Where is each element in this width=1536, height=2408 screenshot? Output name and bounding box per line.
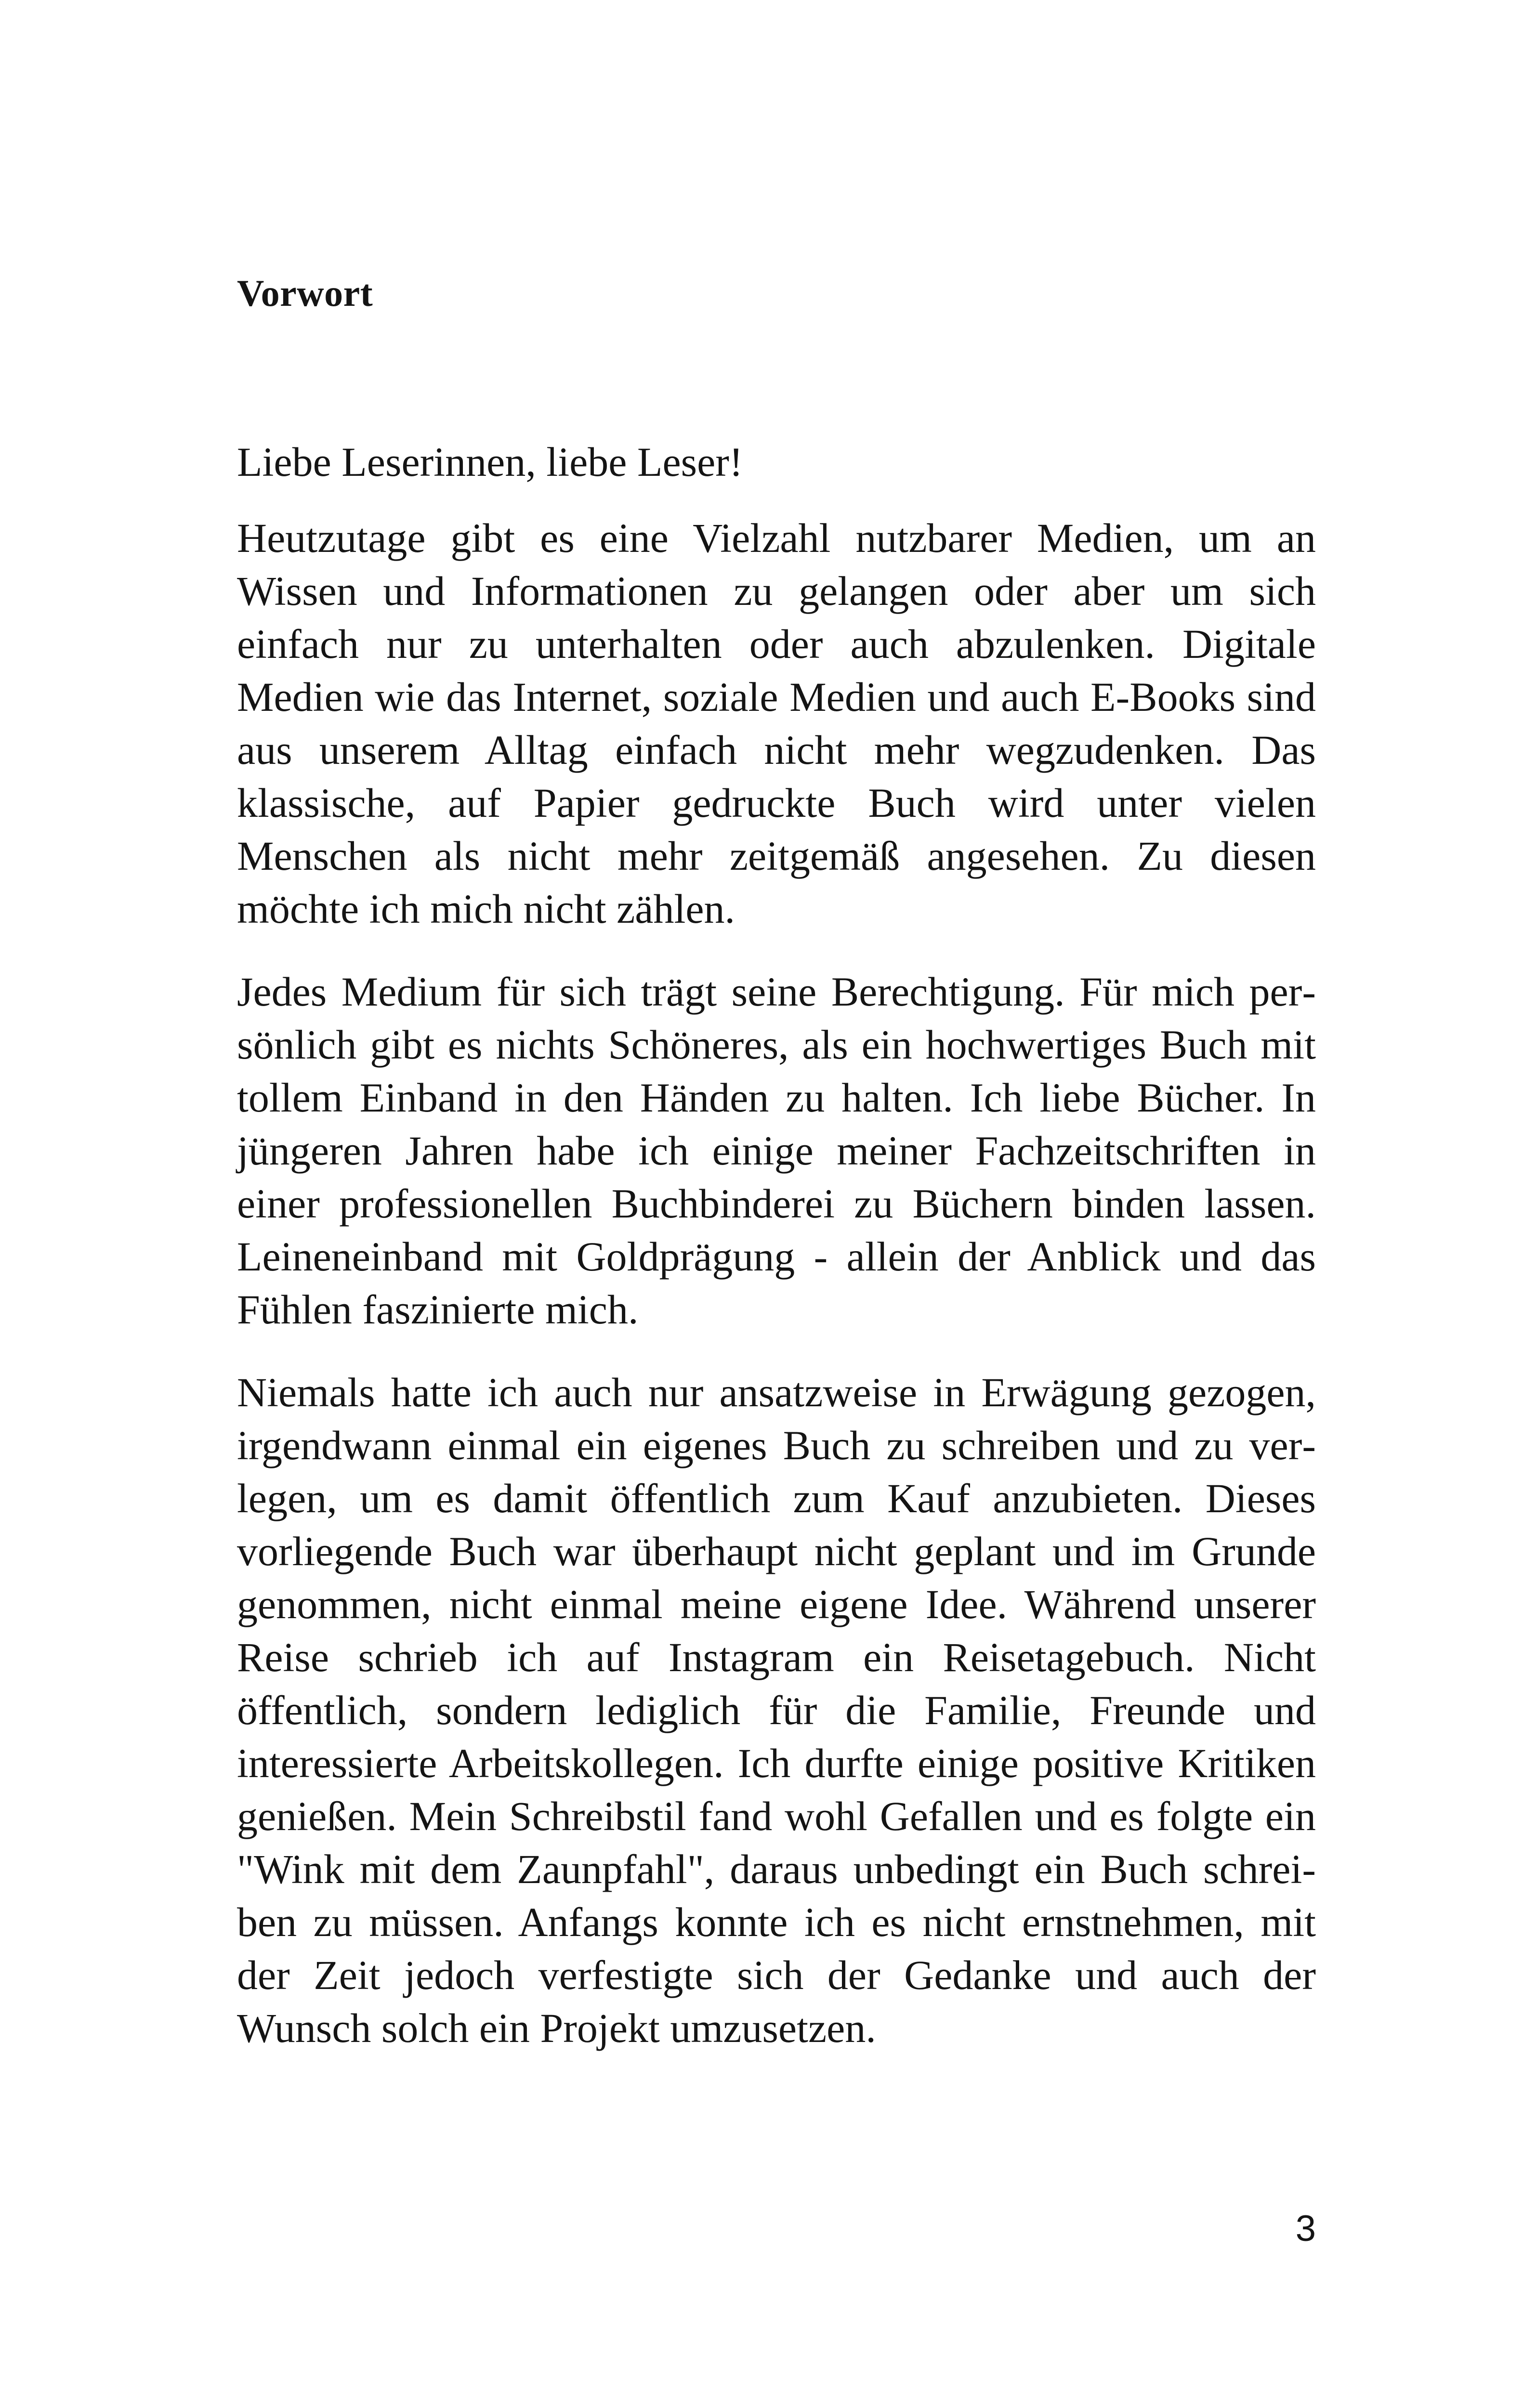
page-number: 3 bbox=[1295, 2208, 1316, 2249]
paragraph-2: Jedes Medium für sich trägt seine Berechtigung. Für mich persönlich gibt es nichts Schöneres, als ein hochwertiges Buch mit tollem Einband in den Händen zu halten. Ich liebe Bücher. In jüngeren Jahren habe ich einige meiner Fachzeitschriften in einer professionellen Buchbinderei zu Büchern binden lassen. Leineneinband mit Goldprägung - allein der Anblick und das Fühlen faszinierte mich. bbox=[237, 968, 1316, 1333]
greeting-line: Liebe Leserinnen, liebe Leser! bbox=[237, 439, 743, 485]
paragraph-3: Niemals hatte ich auch nur ansatzweise in Erwägung gezogen, irgendwann einmal ein eigenes Buch zu schreiben und zu verlegen, um es damit öffentlich zum Kauf anzubieten. Dieses vorliegende Buch war überhaupt nicht geplant und im Grunde genommen, nicht einmal meine eigene Idee. Während unserer Reise schrieb ich auf Instagram ein Reisetagebuch. Nicht öffentlich, sondern lediglich für die Familie, Freunde und interessierte Arbeitskollegen. Ich durfte einige positive Kritiken genießen. Mein Schreibstil fand wohl Gefallen und es folgte ein "Wink mit dem Zaunpfahl", daraus unbedingt ein Buch schreiben zu müssen. Anfangs konnte ich es nicht ernstnehmen, mit der Zeit jedoch verfestigte sich der Gedanke und auch der Wunsch solch ein Projekt umzusetzen. bbox=[237, 1369, 1316, 2051]
chapter-heading: Vorwort bbox=[237, 272, 373, 314]
chapter-body bbox=[237, 435, 1316, 2084]
paragraph-1: Heutzutage gibt es eine Vielzahl nutzbarer Medien, um an Wissen und Informationen zu gelangen oder aber um sich einfach nur zu unterhalten oder auch abzulenken. Digitale Medien wie das Internet, soziale Medien und auch E-Books sind aus unserem Alltag einfach nicht mehr wegzudenken. Das klassische, auf Papier gedruckte Buch wird unter vielen Menschen als nicht mehr zeitgemäß angesehen. Zu diesen möchte ich mich nicht zählen. bbox=[237, 515, 1316, 932]
